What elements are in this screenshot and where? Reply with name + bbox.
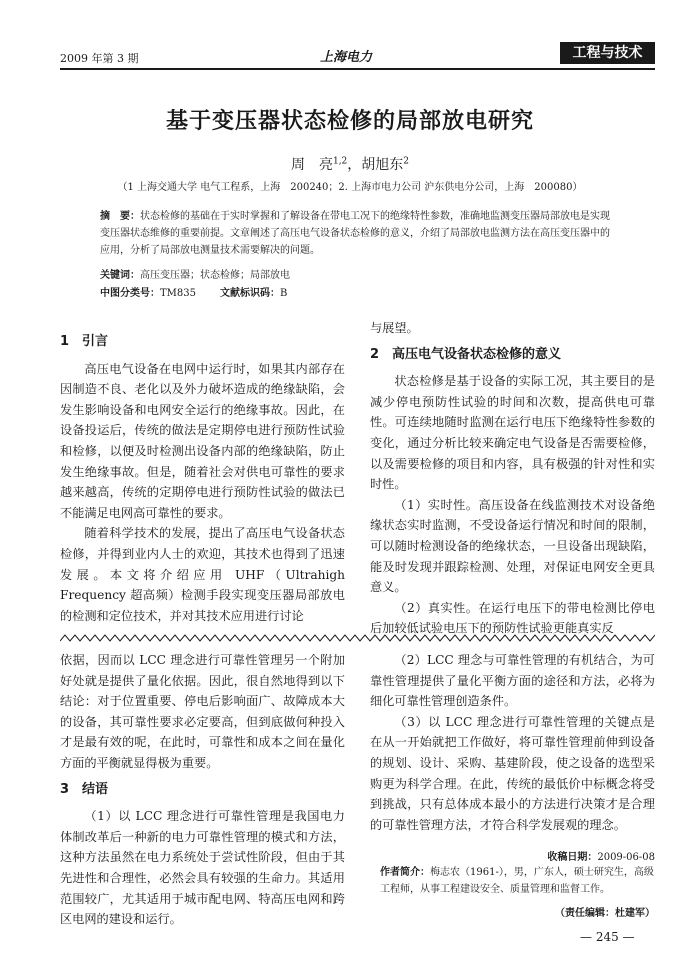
author-note-text: 梅志农（1961-），男，广东人，硕士研究生，高级工程师，从事工程建设安全、质量管理和监督工作。 <box>380 867 654 895</box>
keywords <box>100 266 290 281</box>
page-number: — 245 — <box>580 930 635 944</box>
section-2-heading: 2 高压电气设备状态检修的意义 <box>370 346 562 362</box>
editor-credit: （责任编辑：杜建军） <box>555 908 655 919</box>
author-1-affil: 1,2 <box>332 156 348 167</box>
section-3-heading: 3 结语 <box>60 781 109 797</box>
classification-value: TM835 <box>160 288 196 299</box>
header-issue: 2009 年第 3 期 <box>60 52 139 65</box>
affiliation: （1 上海交通大学 电气工程系，上海 200240；2. 上海市电力公司 沪东供电分公司，上海 200080） <box>117 182 583 193</box>
author-1: 周 亮 <box>290 157 333 173</box>
paragraph: （1）实时性。高压设备在线监测技术对设备绝缘状态实时监测，不受设备运行情况和时间的限制，可以随时检测设备的绝缘状态，一旦设备出现缺陷，能及时发现并跟踪检测、处理，对保证电网安全更具意义。 <box>370 497 655 595</box>
abstract <box>100 208 610 259</box>
section-1-heading: 1 引言 <box>60 334 109 349</box>
author-2: 胡旭东 <box>361 157 404 173</box>
author-note <box>380 864 655 898</box>
right-column-upper <box>370 318 655 639</box>
doc-code: B <box>280 288 288 299</box>
paragraph: （1）以 LCC 理念进行可靠性管理是我国电力体制改革后一种新的电力可靠性管理的模式和方法，这种方法虽然在电力系统处于尝试性阶段，但由于其先进性和合理性，必然会具有较强的生命力。其适用范围较广，尤其适用于城市配电网、特高压电网和跨区电网的建设和运行。 <box>60 809 345 927</box>
received-date <box>380 848 655 863</box>
doc-code-label: 文献标识码： <box>220 288 280 299</box>
header-journal: 上海电力 <box>320 50 373 65</box>
paragraph-continued: 与展望。 <box>370 321 419 335</box>
received-value: 2009-06-08 <box>597 852 655 863</box>
paragraph: 随着科学技术的发展，提出了高压电气设备状态检修，并得到业内人士的欢迎，其技术也得到了迅速发展。本文将介绍应用 UHF（Ultrahigh Frequency 超高频）检测手段实现变压器局部放电的检测和定位技术，并对其技术应用进行讨论 <box>60 526 345 623</box>
author-2-affil: 2 <box>403 156 410 167</box>
keywords-label: 关键词： <box>100 270 140 281</box>
article-title: 基于变压器状态检修的局部放电研究 <box>165 109 534 134</box>
paragraph: （2）LCC 理念与可靠性管理的有机结合，为可靠性管理提供了量化平衡方面的途径和方法，必将为细化可靠性管理创造条件。 <box>370 653 655 709</box>
article-authors <box>0 154 700 174</box>
received-label: 收稿日期： <box>547 852 598 863</box>
classification <box>100 284 287 299</box>
article-separator-zigzag <box>60 633 655 643</box>
paragraph: （3）以 LCC 理念进行可靠性管理的关键点是在从一开始就把工作做好，将可靠性管理前伸到设备的规划、设计、采购、基建阶段，使之设备的选型采购更为科学合理。在此，传统的最低价中标概念将受到挑战，只有总体成本最小的方法进行决策才是合理的可靠性管理方法，才符合科学发展观的理念。 <box>370 714 655 832</box>
author-note-label: 作者简介： <box>380 867 430 878</box>
left-column-upper <box>60 326 345 626</box>
paragraph-continued: 依据，因而以 LCC 理念进行可靠性管理另一个附加好处就是提供了量化依据。因此，很自然地得到以下结论：对于位置重要、停电后影响面广、故障成本大的设备，其可靠性要求必定要高，但到底做何种投入才是最有效的呢，在此时，可靠性和成本之间在量化方面的平衡就显得极为重要。 <box>60 653 345 770</box>
abstract-text: 状态检修的基础在于实时掌握和了解设备在带电工况下的绝缘特性参数，准确地监测变压器局部放电是实现变压器状态维修的重要前提。文章阐述了高压电气设备状态检修的意义，介绍了局部放电监测方法在高压变压器中的应用，分析了局部放电测量技术需要解决的问题。 <box>100 211 610 256</box>
paragraph: 高压电气设备在电网中运行时，如果其内部存在因制造不良、老化以及外力破坏造成的绝缘缺陷，会发生影响设备和电网安全运行的绝缘事故。因此，在设备投运后，传统的做法是定期停电进行预防性试验和检修，以便及时检测出设备内部的绝缘缺陷，防止发生绝缘事故。但是，随着社会对供电可靠性的要求越来越高，传统的定期停电进行预防性试验的做法已不能满足电网高可靠性的要求。 <box>60 361 345 520</box>
right-column-lower <box>370 650 655 835</box>
paragraph: （2）真实性。在运行电压下的带电检测比停电后加较低试验电压下的预防性试验更能真实反 <box>370 600 655 636</box>
paragraph: 状态检修是基于设备的实际工况，其主要目的是减少停电预防性试验的时间和次数，提高供电可靠性。可连续地随时监测在运行电压下绝缘特性参数的变化，通过分析比较来确定电气设备是否需要检修，以及需要检修的项目和内容，具有极强的针对性和实时性。 <box>370 374 655 492</box>
abstract-label: 摘 要： <box>100 211 140 222</box>
classification-label: 中图分类号： <box>100 288 160 299</box>
author-separator: ， <box>347 157 362 173</box>
header-rule <box>60 68 655 70</box>
keywords-text: 高压变压器；状态检修；局部放电 <box>140 270 290 281</box>
header-section-tag: 工程与技术 <box>560 42 655 64</box>
left-column-lower <box>60 650 345 930</box>
